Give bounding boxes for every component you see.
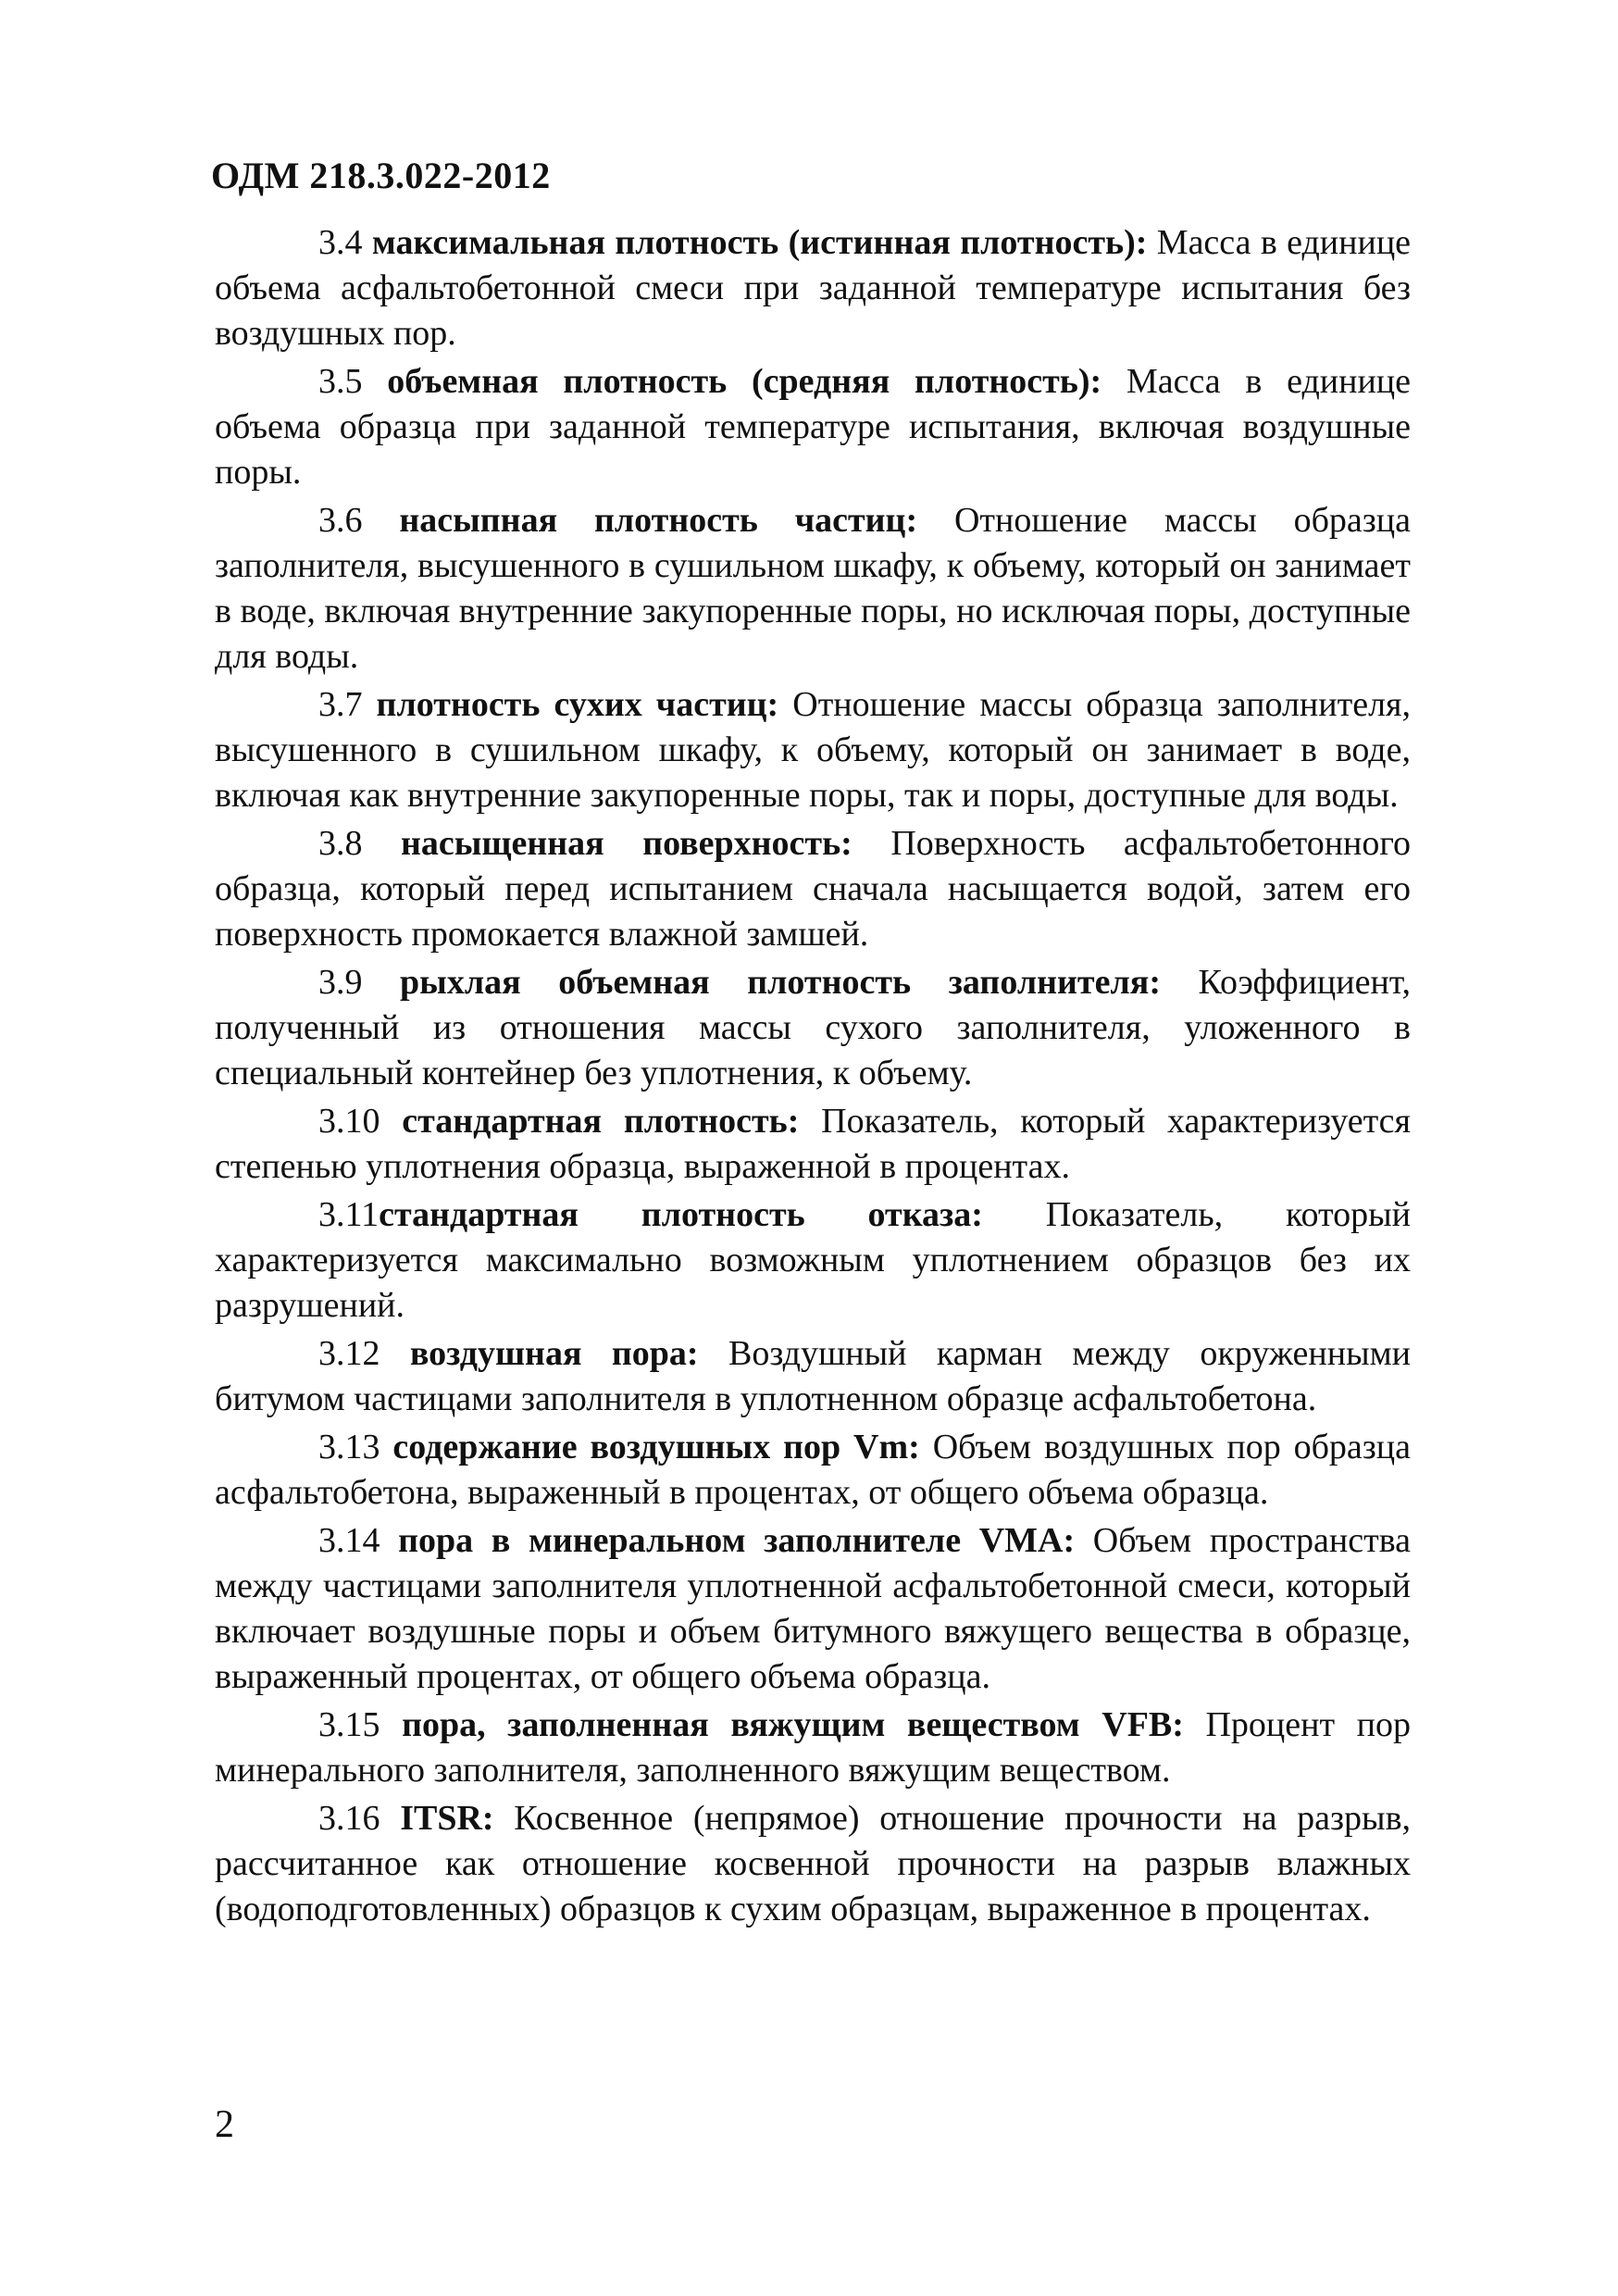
term-definition: Объем пространства между частицами заполнителя уплотненной асфальтобетонной смеси, который включает воздушные поры и объем битумного вяжущего вещества в образце, выраженный процентах, от общего объема образца. <box>215 1521 1411 1696</box>
term-name: плотность сухих частиц: <box>376 685 779 724</box>
term-number: 3.5 <box>318 362 363 401</box>
term-3-7 <box>215 682 1411 818</box>
term-definition: Косвенное (непрямое) отношение прочности на разрыв, рассчитанное как отношение косвенной прочности на разрыв влажных (водоподготовленных) образцов к сухим образцам, выраженное в процентах. <box>215 1799 1412 1928</box>
term-3-14 <box>215 1518 1411 1700</box>
term-3-15 <box>215 1703 1411 1793</box>
term-number: 3.15 <box>318 1705 380 1744</box>
term-name: пора в минеральном заполнителе VMA: <box>398 1521 1076 1560</box>
term-3-6 <box>215 498 1411 680</box>
term-name: максимальная плотность (истинная плотность): <box>371 223 1148 262</box>
term-definition: Воздушный карман между окруженными битумом частицами заполнителя в уплотненном образце асфальтобетона. <box>215 1334 1411 1418</box>
term-definition: Отношение массы образца заполнителя, высушенного в сушильном шкафу, к объему, который он занимает в воде, включая как внутренние закупоренные поры, так и поры, доступные для воды. <box>215 685 1412 815</box>
term-definition: Показатель, который характеризуется степенью уплотнения образца, выраженной в процентах. <box>215 1102 1412 1186</box>
page-number: 2 <box>215 2103 234 2146</box>
term-3-5 <box>215 359 1411 495</box>
term-definition: Коэффициент, полученный из отношения массы сухого заполнителя, уложенного в специальный контейнер без уплотнения, к объему. <box>215 963 1412 1092</box>
term-name: пора, заполненная вяжущим веществом VFB: <box>402 1705 1184 1744</box>
term-3-16 <box>215 1796 1411 1932</box>
term-3-8 <box>215 821 1411 957</box>
term-definition: Процент пор минерального заполнителя, заполненного вяжущим веществом. <box>215 1705 1411 1790</box>
term-definition: Отношение массы образца заполнителя, высушенного в сушильном шкафу, к объему, который он занимает в воде, включая внутренние закупоренные поры, но исключая поры, доступные для воды. <box>215 501 1412 676</box>
term-number: 3.6 <box>318 501 363 540</box>
term-definition: Масса в единице объема образца при заданной температуре испытания, включая воздушные поры. <box>215 362 1411 492</box>
term-definition: Объем воздушных пор образца асфальтобетона, выраженный в процентах, от общего объема образца. <box>215 1428 1412 1512</box>
term-number: 3.12 <box>318 1334 380 1373</box>
term-3-9 <box>215 960 1411 1096</box>
term-number: 3.16 <box>318 1799 380 1838</box>
term-3-4 <box>215 220 1411 356</box>
term-number: 3.9 <box>318 963 363 1002</box>
term-definition: Поверхность асфальтобетонного образца, который перед испытанием сначала насыщается водой, затем его поверхность промокается влажной замшей. <box>215 824 1412 954</box>
term-3-10 <box>215 1099 1411 1190</box>
document-code-header: ОДМ 218.3.022-2012 <box>211 155 551 196</box>
term-name: стандартная плотность: <box>402 1102 800 1141</box>
term-3-12 <box>215 1331 1411 1422</box>
term-number: 3.11 <box>318 1195 380 1234</box>
term-3-13 <box>215 1425 1411 1516</box>
term-name: насыщенная поверхность: <box>400 824 853 863</box>
term-number: 3.14 <box>318 1521 380 1560</box>
term-3-11 <box>215 1192 1411 1329</box>
term-number: 3.7 <box>318 685 363 724</box>
term-name: содержание воздушных пор Vm: <box>392 1428 920 1466</box>
term-name: насыпная плотность частиц: <box>399 501 918 540</box>
term-name: стандартная плотность отказа: <box>379 1195 983 1234</box>
term-definition: Показатель, который характеризуется максимально возможным уплотнением образцов без их разрушений. <box>215 1195 1411 1325</box>
term-number: 3.10 <box>318 1102 380 1141</box>
terms-section <box>215 220 1411 1935</box>
term-name: воздушная пора: <box>409 1334 699 1373</box>
term-number: 3.8 <box>318 824 363 863</box>
term-definition: Масса в единице объема асфальтобетонной смеси при заданной температуре испытания без воздушных пор. <box>215 223 1412 353</box>
term-name: рыхлая объемная плотность заполнителя: <box>400 963 1161 1002</box>
term-name: объемная плотность (средняя плотность): <box>387 362 1102 401</box>
term-name: ITSR: <box>400 1799 494 1838</box>
term-number: 3.4 <box>318 223 363 262</box>
term-number: 3.13 <box>318 1428 380 1466</box>
